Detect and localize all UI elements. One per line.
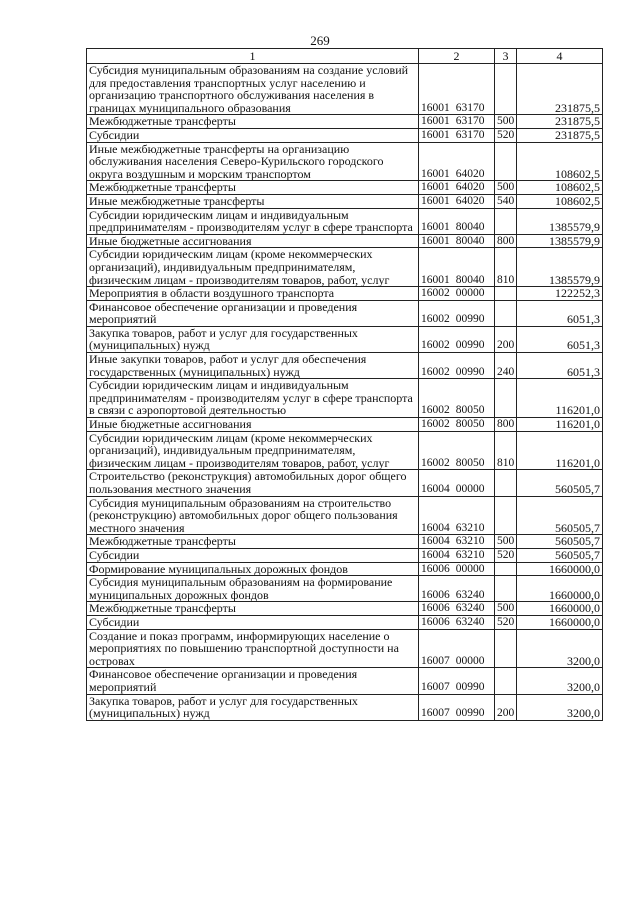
program-code: 16006 (421, 615, 450, 628)
direction-code: 63240 (455, 602, 485, 615)
row-code (419, 535, 495, 549)
row-expense-type (495, 142, 517, 181)
row-expense-type: 520 (495, 128, 517, 142)
row-name: Иные межбюджетные трансферты (87, 194, 419, 208)
direction-code: 63170 (455, 101, 485, 114)
direction-code: 00000 (455, 287, 485, 300)
program-code: 16004 (421, 483, 450, 495)
direction-code: 80040 (455, 273, 485, 286)
row-name: Субсидия муниципальным образованиям на создание условий для предоставления транспортных услуг населению и организацию транспортного обслуживания населения в границах муниципального образования (87, 64, 419, 115)
table-row (87, 431, 603, 470)
row-name: Субсидии (87, 128, 419, 142)
table-row (87, 602, 603, 616)
row-amount: 108602,5 (517, 142, 603, 181)
program-code: 16002 (421, 287, 450, 300)
row-name: Межбюджетные трансферты (87, 535, 419, 549)
row-amount: 560505,7 (517, 470, 603, 496)
row-expense-type: 240 (495, 353, 517, 379)
direction-code: 00000 (455, 654, 485, 667)
budget-table (86, 48, 603, 721)
row-expense-type (495, 470, 517, 496)
row-expense-type (495, 629, 517, 668)
row-name: Финансовое обеспечение организации и проведения мероприятий (87, 300, 419, 326)
direction-code: 80050 (455, 456, 485, 469)
program-code: 16001 (421, 181, 450, 194)
row-name: Иные бюджетные ассигнования (87, 234, 419, 248)
table-row (87, 194, 603, 208)
row-code (419, 615, 495, 629)
program-code: 16007 (421, 707, 450, 720)
program-code: 16006 (421, 602, 450, 615)
row-expense-type: 200 (495, 694, 517, 720)
row-name: Субсидии юридическим лицам и индивидуальным предпринимателям - производителям услуг в сфере транспорта в связи с аэропортовой деятельностью (87, 379, 419, 418)
row-expense-type (495, 379, 517, 418)
table-row (87, 576, 603, 602)
table-row (87, 629, 603, 668)
row-name: Строительство (реконструкция) автомобильных дорог общего пользования местного значения (87, 470, 419, 496)
direction-code: 80050 (455, 418, 485, 431)
direction-code: 00990 (455, 680, 485, 693)
program-code: 16002 (421, 339, 450, 352)
direction-code: 64020 (455, 181, 485, 194)
row-amount: 1385579,9 (517, 208, 603, 234)
table-row (87, 181, 603, 195)
row-name: Создание и показ программ, информирующих население о мероприятиях по повышению транспортной доступности на островах (87, 629, 419, 668)
row-code (419, 694, 495, 720)
program-code: 16004 (421, 535, 450, 548)
program-code: 16002 (421, 418, 450, 431)
row-amount: 560505,7 (517, 535, 603, 549)
direction-code: 00990 (455, 365, 485, 378)
direction-code: 63210 (455, 535, 485, 548)
program-code: 16004 (421, 548, 450, 561)
page-number: 269 (310, 33, 330, 48)
row-code (419, 300, 495, 326)
program-code: 16001 (421, 234, 450, 247)
program-code: 16007 (421, 654, 450, 667)
program-code: 16001 (421, 115, 450, 128)
program-code: 16006 (421, 588, 450, 601)
row-expense-type: 500 (495, 535, 517, 549)
row-amount: 231875,5 (517, 115, 603, 129)
row-name: Субсидии юридическим лицам (кроме некоммерческих организаций), индивидуальным предпринимателям, физическим лицам - производителям товаров, работ, услуг (87, 431, 419, 470)
row-name: Субсидия муниципальным образованиям на строительство (реконструкцию) автомобильных дорог общего пользования местного значения (87, 496, 419, 535)
row-code (419, 234, 495, 248)
row-amount: 6051,3 (517, 353, 603, 379)
direction-code: 63210 (455, 521, 485, 534)
row-amount: 1660000,0 (517, 576, 603, 602)
table-row (87, 470, 603, 496)
row-expense-type: 500 (495, 602, 517, 616)
row-amount: 3200,0 (517, 629, 603, 668)
table-row (87, 208, 603, 234)
direction-code: 80050 (455, 404, 485, 417)
table-row (87, 287, 603, 301)
direction-code: 63170 (455, 115, 485, 128)
row-code (419, 629, 495, 668)
row-code (419, 602, 495, 616)
row-name: Иные бюджетные ассигнования (87, 418, 419, 432)
row-expense-type (495, 668, 517, 694)
row-amount: 560505,7 (517, 496, 603, 535)
row-amount: 560505,7 (517, 548, 603, 562)
row-code (419, 496, 495, 535)
row-name: Закупка товаров, работ и услуг для государственных (муниципальных) нужд (87, 694, 419, 720)
row-name: Закупка товаров, работ и услуг для государственных (муниципальных) нужд (87, 326, 419, 352)
row-expense-type: 520 (495, 548, 517, 562)
row-expense-type: 800 (495, 234, 517, 248)
column-header-code: 2 (419, 49, 495, 64)
row-code (419, 128, 495, 142)
row-amount: 231875,5 (517, 128, 603, 142)
row-expense-type: 810 (495, 248, 517, 287)
direction-code: 63240 (455, 615, 485, 628)
row-code (419, 548, 495, 562)
program-code: 16002 (421, 404, 450, 417)
program-code: 16001 (421, 101, 450, 114)
row-expense-type (495, 208, 517, 234)
row-amount: 116201,0 (517, 431, 603, 470)
row-name: Иные межбюджетные трансферты на организацию обслуживания населения Северо-Курильского городского округа воздушным и морским транспортом (87, 142, 419, 181)
table-row (87, 326, 603, 352)
table-row (87, 353, 603, 379)
row-code (419, 353, 495, 379)
program-code: 16001 (421, 128, 450, 141)
table-row (87, 234, 603, 248)
row-expense-type: 500 (495, 115, 517, 129)
row-amount: 1660000,0 (517, 562, 603, 576)
row-name: Субсидии юридическим лицам и индивидуальным предпринимателям - производителям услуг в сфере транспорта (87, 208, 419, 234)
direction-code: 00000 (455, 483, 485, 495)
direction-code: 63210 (455, 548, 485, 561)
row-code (419, 431, 495, 470)
row-name: Межбюджетные трансферты (87, 115, 419, 129)
program-code: 16001 (421, 221, 450, 234)
row-code (419, 194, 495, 208)
direction-code: 64020 (455, 167, 485, 180)
row-expense-type (495, 576, 517, 602)
program-code: 16001 (421, 273, 450, 286)
program-code: 16002 (421, 456, 450, 469)
direction-code: 00990 (455, 339, 485, 352)
table-row (87, 248, 603, 287)
direction-code: 80040 (455, 234, 485, 247)
row-amount: 116201,0 (517, 379, 603, 418)
row-code (419, 142, 495, 181)
row-name: Финансовое обеспечение организации и проведения мероприятий (87, 668, 419, 694)
row-name: Формирование муниципальных дорожных фондов (87, 562, 419, 576)
row-amount: 1660000,0 (517, 602, 603, 616)
row-amount: 116201,0 (517, 418, 603, 432)
row-code (419, 668, 495, 694)
row-expense-type (495, 300, 517, 326)
table-row (87, 64, 603, 115)
table-row (87, 379, 603, 418)
row-code (419, 208, 495, 234)
direction-code: 00990 (455, 313, 485, 326)
row-code (419, 248, 495, 287)
row-amount: 108602,5 (517, 194, 603, 208)
program-code: 16001 (421, 167, 450, 180)
direction-code: 63170 (455, 128, 485, 141)
row-amount: 1385579,9 (517, 248, 603, 287)
column-header-amount: 4 (517, 49, 603, 64)
row-code (419, 115, 495, 129)
table-row (87, 300, 603, 326)
row-code (419, 287, 495, 301)
direction-code: 80040 (455, 221, 485, 234)
row-amount: 1660000,0 (517, 615, 603, 629)
row-expense-type: 200 (495, 326, 517, 352)
row-expense-type: 540 (495, 194, 517, 208)
row-code (419, 470, 495, 496)
direction-code: 64020 (455, 194, 485, 207)
table-row (87, 115, 603, 129)
row-amount: 1385579,9 (517, 234, 603, 248)
row-name: Субсидия муниципальным образованиям на формирование муниципальных дорожных фондов (87, 576, 419, 602)
program-code: 16004 (421, 521, 450, 534)
row-name: Субсидии (87, 548, 419, 562)
column-header-name: 1 (87, 49, 419, 64)
header-row (87, 49, 603, 64)
table-row (87, 668, 603, 694)
row-amount: 6051,3 (517, 326, 603, 352)
column-header-type: 3 (495, 49, 517, 64)
row-name: Межбюджетные трансферты (87, 602, 419, 616)
table-row (87, 694, 603, 720)
row-expense-type (495, 287, 517, 301)
row-code (419, 562, 495, 576)
row-name: Субсидии (87, 615, 419, 629)
row-name: Субсидии юридическим лицам (кроме некоммерческих организаций), индивидуальным предпринимателям, физическим лицам - производителям товаров, работ, услуг (87, 248, 419, 287)
row-amount: 108602,5 (517, 181, 603, 195)
row-amount: 3200,0 (517, 694, 603, 720)
row-amount: 6051,3 (517, 300, 603, 326)
row-expense-type: 520 (495, 615, 517, 629)
row-code (419, 418, 495, 432)
row-amount: 122252,3 (517, 287, 603, 301)
table-row (87, 615, 603, 629)
row-name: Межбюджетные трансферты (87, 181, 419, 195)
row-code (419, 181, 495, 195)
program-code: 16006 (421, 562, 450, 575)
row-code (419, 64, 495, 115)
row-expense-type: 800 (495, 418, 517, 432)
direction-code: 63240 (455, 588, 485, 601)
row-expense-type (495, 562, 517, 576)
row-expense-type: 500 (495, 181, 517, 195)
row-amount: 231875,5 (517, 64, 603, 115)
row-expense-type: 810 (495, 431, 517, 470)
table-row (87, 128, 603, 142)
table-row (87, 548, 603, 562)
row-name: Мероприятия в области воздушного транспорта (87, 287, 419, 301)
direction-code: 00990 (455, 707, 485, 720)
table-row (87, 496, 603, 535)
table-row (87, 142, 603, 181)
program-code: 16002 (421, 365, 450, 378)
row-code (419, 576, 495, 602)
program-code: 16002 (421, 313, 450, 326)
program-code: 16001 (421, 194, 450, 207)
row-code (419, 326, 495, 352)
program-code: 16007 (421, 680, 450, 693)
table-row (87, 535, 603, 549)
table-row (87, 562, 603, 576)
row-name: Иные закупки товаров, работ и услуг для обеспечения государственных (муниципальных) нужд (87, 353, 419, 379)
row-amount: 3200,0 (517, 668, 603, 694)
row-code (419, 379, 495, 418)
row-expense-type (495, 64, 517, 115)
direction-code: 00000 (455, 562, 485, 575)
row-expense-type (495, 496, 517, 535)
table-row (87, 418, 603, 432)
